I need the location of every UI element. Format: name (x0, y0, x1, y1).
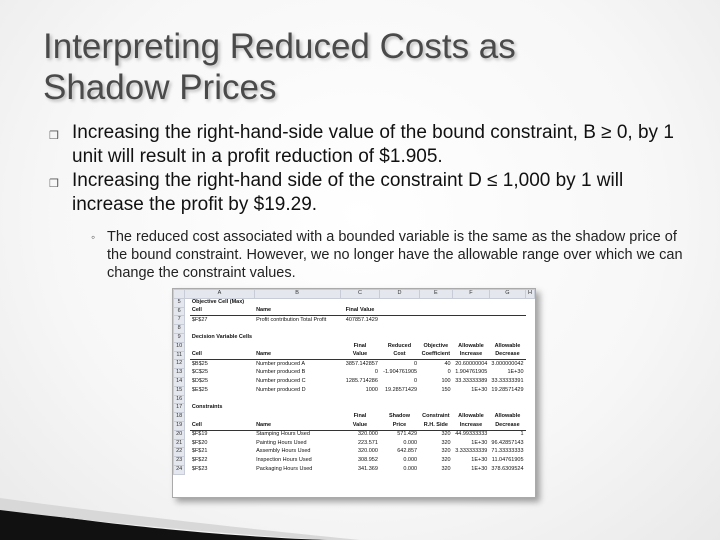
row-number: 15 (174, 386, 185, 395)
table-row (174, 316, 535, 325)
table-row (174, 448, 535, 457)
table-cell: $E$25 (191, 386, 208, 393)
table-cell: Shadow (388, 413, 411, 420)
table-cell: 1285.714286 (345, 377, 378, 384)
table-cell: 0 (414, 377, 418, 384)
table-cell (453, 333, 490, 342)
table-cell: Decrease (489, 421, 525, 430)
table-row (174, 298, 535, 307)
table-cell: 20.60000004 (455, 360, 488, 367)
corner-cell (174, 290, 185, 299)
table-cell: 1E+30 (471, 386, 488, 393)
column-header: B (254, 290, 340, 299)
table-cell (489, 298, 525, 307)
table-row (174, 465, 535, 474)
table-cell: 19.28571429 (491, 386, 524, 393)
table-row (174, 395, 535, 404)
table-cell: Stamping Hours Used (256, 431, 310, 437)
table-cell: 71.33333333 (491, 448, 524, 455)
square-bullet-icon: ❒ (49, 178, 59, 190)
table-cell: 100 (441, 377, 451, 384)
table-cell: Allowable (458, 342, 484, 349)
row-number: 10 (174, 342, 185, 351)
slide-title (43, 26, 683, 108)
table-cell: 1 (520, 431, 524, 437)
table-cell: 320 (441, 465, 451, 472)
table-cell: Value (340, 421, 380, 430)
table-cell: Number produced B (256, 369, 306, 376)
table-cell: 19.28571429 (384, 386, 418, 393)
column-header: C (340, 290, 380, 299)
table-cell: Cell (190, 307, 254, 316)
table-cell: 0 (374, 369, 378, 376)
table-cell: Painting Hours Used (256, 439, 307, 446)
column-header: G (489, 290, 525, 299)
table-cell: 341.369 (358, 465, 378, 472)
column-header: D (380, 290, 419, 299)
table-cell (453, 298, 490, 307)
bullet-list (49, 121, 699, 282)
row-number: 5 (174, 298, 185, 307)
row-number: 7 (174, 316, 185, 325)
table-cell: Objective Cell (Max) (191, 299, 245, 306)
table-cell (254, 395, 340, 404)
sensitivity-report-table (173, 289, 535, 475)
column-header: E (419, 290, 453, 299)
table-cell: Name (254, 421, 340, 430)
table-row (174, 351, 535, 360)
table-cell: 96.42857143 (491, 439, 524, 446)
table-cell: 223.571 (358, 439, 378, 446)
table-cell (380, 333, 419, 342)
column-header: A (185, 290, 254, 299)
table-cell: Constraint (422, 413, 450, 420)
table-cell: 33.33333391 (491, 377, 524, 384)
ring-bullet-icon: ◦ (91, 230, 96, 244)
table-row (174, 377, 535, 386)
table-cell: R.H. Side (419, 421, 453, 430)
table-cell: Final Value (340, 307, 380, 316)
table-cell (489, 316, 525, 325)
table-cell (419, 325, 453, 334)
table-row (174, 413, 535, 422)
table-cell (190, 395, 254, 404)
table-cell (419, 404, 453, 413)
table-cell (419, 395, 453, 404)
row-number: 13 (174, 369, 185, 378)
row-number: 17 (174, 404, 185, 413)
table-cell: 3.000000042 (491, 360, 524, 367)
table-cell: Allowable (458, 413, 484, 420)
table-cell (254, 298, 340, 307)
row-number: 18 (174, 413, 185, 422)
row-number: 24 (174, 465, 185, 474)
table-cell (419, 333, 453, 342)
table-cell: 11.04761905 (491, 457, 524, 464)
table-cell: Number produced D (256, 386, 306, 393)
table-cell: Number produced A (256, 360, 305, 367)
table-cell: Increase (453, 421, 490, 430)
table-cell (453, 307, 490, 316)
table-cell: Final (353, 413, 367, 420)
table-cell: 1000 (365, 386, 378, 393)
table-cell: 0.000 (403, 465, 418, 472)
bullet-text-2: Increasing the right-hand side of the constraint D ≤ 1,000 by 1 will increase the profit by $19.29. (72, 170, 624, 215)
square-bullet-icon: ❒ (49, 130, 59, 142)
table-cell: 1E+30 (471, 439, 488, 446)
table-cell (190, 325, 254, 334)
table-cell (419, 307, 453, 316)
table-cell (254, 404, 340, 413)
slide-title-line-2: Shadow Prices (43, 68, 277, 107)
row-number: 12 (174, 360, 185, 369)
table-cell (254, 325, 340, 334)
table-cell: Increase (453, 351, 490, 360)
table-cell: Price (380, 421, 419, 430)
table-cell: Allowable (494, 413, 521, 420)
bullet-text-1: Increasing the right-hand-side value of the bound constraint, B ≥ 0, by 1 unit will result in a profit reduction of $1.905. (72, 122, 674, 167)
table-cell: 407857.1429 (345, 316, 378, 323)
table-cell (380, 404, 419, 413)
table-cell: 320.000 (358, 431, 378, 437)
table-cell: 0 (447, 369, 451, 376)
row-number: 16 (174, 395, 185, 404)
table-cell: -1.904761905 (383, 369, 418, 376)
spreadsheet-screenshot (172, 288, 536, 498)
table-cell (380, 395, 419, 404)
row-number: 22 (174, 448, 185, 457)
table-cell: Profit contribution Total Profit (256, 316, 327, 323)
table-cell: 571.429 (397, 431, 418, 437)
table-cell (340, 298, 380, 307)
table-row (174, 333, 535, 342)
table-cell (380, 307, 419, 316)
row-number: 21 (174, 439, 185, 448)
table-cell (340, 404, 380, 413)
table-cell (380, 325, 419, 334)
table-cell: 1E+30 (471, 465, 488, 472)
table-cell: Value (340, 351, 380, 360)
table-row (174, 421, 535, 430)
table-cell: 0.000 (403, 439, 418, 446)
table-cell: Reduced (387, 342, 412, 349)
row-number: 14 (174, 377, 185, 386)
table-row (174, 369, 535, 378)
table-cell (190, 342, 254, 351)
table-cell (380, 298, 419, 307)
table-cell (489, 325, 525, 334)
table-cell: Objective (423, 342, 449, 349)
table-cell (254, 413, 340, 422)
row-number: 19 (174, 421, 185, 430)
table-row (174, 457, 535, 466)
row-number: 9 (174, 333, 185, 342)
sub-bullet-text: The reduced cost associated with a bounded variable is the same as the shadow price of the bound constraint. However, we no longer have the allowable range over which we can change the constraint values. (107, 229, 683, 281)
table-cell: Decision Variable Cells (191, 333, 253, 340)
table-cell (489, 333, 525, 342)
table-cell (340, 395, 380, 404)
table-cell: 150 (441, 386, 451, 393)
table-cell (453, 395, 490, 404)
table-cell: Allowable (494, 342, 521, 349)
table-row (174, 342, 535, 351)
table-cell (340, 333, 380, 342)
table-cell (254, 333, 340, 342)
table-row (174, 360, 535, 369)
table-cell: 320 (441, 457, 451, 464)
table-cell (489, 404, 525, 413)
table-row (174, 307, 535, 316)
table-cell: 40 (444, 360, 451, 367)
row-number: 8 (174, 325, 185, 334)
table-cell: Cost (380, 351, 419, 360)
table-cell: 3857.142857 (345, 360, 378, 367)
table-cell (340, 325, 380, 334)
table-cell (453, 316, 490, 325)
table-row (174, 430, 535, 439)
table-cell: Inspection Hours Used (256, 457, 312, 464)
row-number: 11 (174, 351, 185, 360)
table-cell (254, 342, 340, 351)
table-cell: 1E+30 (471, 457, 488, 464)
table-cell: 0 (414, 360, 418, 367)
sub-bullet-item (91, 228, 699, 282)
table-cell: $F$23 (191, 465, 208, 472)
table-cell (419, 316, 453, 325)
table-cell: $F$27 (191, 316, 208, 323)
table-cell: 308.952 (358, 457, 378, 464)
table-cell: Name (254, 307, 340, 316)
table-cell: Cell (190, 421, 254, 430)
table-cell: 378.6309524 (491, 465, 524, 472)
table-cell (190, 413, 254, 422)
table-cell: 3.333333339 (455, 448, 488, 455)
table-row (174, 325, 535, 334)
column-header: F (453, 290, 490, 299)
table-cell: Constraints (191, 404, 223, 411)
table-cell: 642.857 (397, 448, 418, 455)
table-cell: Final (353, 342, 367, 349)
table-cell: Name (254, 351, 340, 360)
table-cell: 320.000 (358, 448, 378, 455)
bullet-item-2 (49, 169, 699, 217)
table-cell: 320 (441, 431, 451, 437)
table-cell: 320 (441, 439, 451, 446)
table-cell: Coefficient (419, 351, 453, 360)
table-cell (453, 325, 490, 334)
table-cell: Decrease (489, 351, 525, 360)
column-header: H (526, 290, 535, 299)
table-cell: $F$20 (191, 439, 208, 446)
table-cell (380, 316, 419, 325)
table-cell: 33.33333389 (455, 377, 488, 384)
table-cell: $F$21 (191, 448, 208, 455)
table-cell: $C$25 (191, 369, 209, 376)
table-cell (453, 404, 490, 413)
row-number: 6 (174, 307, 185, 316)
table-cell: Number produced C (256, 377, 306, 384)
table-cell: 44.99333333 (455, 431, 488, 437)
table-cell (489, 395, 525, 404)
bullet-item-1 (49, 121, 699, 169)
table-cell (419, 298, 453, 307)
table-cell: $D$25 (191, 377, 209, 384)
slide-title-line-1: Interpreting Reduced Costs as (43, 27, 516, 66)
table-cell: Cell (190, 351, 254, 360)
table-cell: Packaging Hours Used (256, 465, 313, 472)
row-number: 23 (174, 457, 185, 466)
table-cell: Assembly Hours Used (256, 448, 311, 455)
column-header-row (174, 290, 535, 299)
row-number: 20 (174, 430, 185, 439)
table-cell (489, 307, 525, 316)
table-cell: $B$25 (191, 360, 208, 367)
table-cell: 1E+30 (507, 369, 524, 376)
table-cell: 320 (441, 448, 451, 455)
table-cell: $F$22 (191, 457, 208, 464)
table-row (174, 439, 535, 448)
table-cell: 0.000 (403, 457, 418, 464)
table-row (174, 386, 535, 395)
table-cell: $F$19 (191, 431, 208, 437)
table-row (174, 404, 535, 413)
table-cell: 1.904761905 (455, 369, 488, 376)
